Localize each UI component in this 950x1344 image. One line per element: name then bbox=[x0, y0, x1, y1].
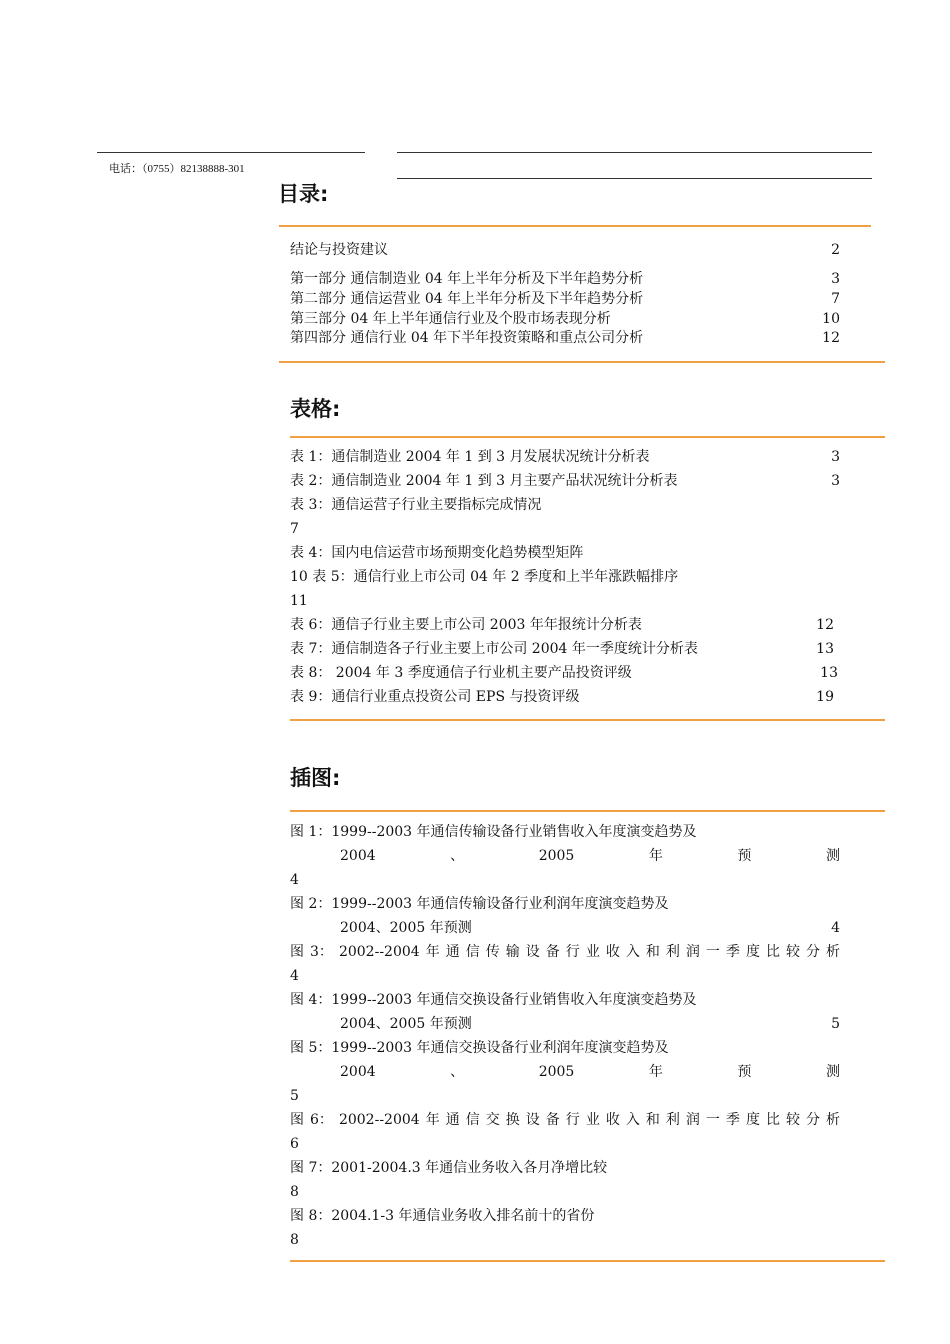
tables-title: 表格: bbox=[290, 397, 341, 421]
figure-page: 5 bbox=[831, 1016, 840, 1032]
word: 比 bbox=[765, 1112, 780, 1128]
word: 6： bbox=[310, 1112, 333, 1128]
figures-rule-top bbox=[290, 810, 885, 812]
table-item-5[interactable]: 10 表 5：通信行业上市公司 04 年 2 季度和上半年涨跌幅排序 bbox=[290, 569, 679, 585]
word: 分 bbox=[805, 1112, 820, 1128]
toc-item-part3[interactable]: 第三部分 04 年上半年通信行业及个股市场表现分析 bbox=[290, 311, 611, 327]
figure-item-6-page: 6 bbox=[290, 1136, 299, 1152]
word: 季 bbox=[725, 944, 740, 960]
header-rule-left bbox=[97, 152, 365, 153]
tables-rule-bottom bbox=[290, 719, 885, 721]
word: 润 bbox=[685, 944, 700, 960]
table-item-9[interactable]: 表 9：通信行业重点投资公司 EPS 与投资评级 bbox=[290, 689, 580, 705]
word: 2002--2004 bbox=[338, 1112, 420, 1128]
word: 设 bbox=[525, 1112, 540, 1128]
phone-number: 电话：（0755）82138888-301 bbox=[109, 163, 245, 175]
word: 业 bbox=[585, 944, 600, 960]
table-item-7[interactable]: 表 7：通信制造各子行业主要上市公司 2004 年一季度统计分析表 bbox=[290, 641, 698, 657]
table-item-1[interactable]: 表 1：通信制造业 2004 年 1 到 3 月发展状况统计分析表 bbox=[290, 449, 650, 465]
word: 预 bbox=[737, 1064, 752, 1080]
word: 图 bbox=[290, 944, 304, 960]
figure-item-1-line2 bbox=[340, 847, 840, 865]
table-page: 19 bbox=[816, 689, 834, 705]
table-page: 3 bbox=[831, 449, 840, 465]
table-page: 13 bbox=[816, 641, 834, 657]
table-item-6[interactable]: 表 6：通信子行业主要上市公司 2003 年年报统计分析表 bbox=[290, 617, 642, 633]
word: 润 bbox=[685, 1112, 700, 1128]
word: 利 bbox=[665, 944, 680, 960]
figure-item-4[interactable]: 图 4：1999--2003 年通信交换设备行业销售收入年度演变趋势及 bbox=[290, 992, 697, 1008]
word: 测 bbox=[825, 1064, 840, 1080]
table-item-3-page: 7 bbox=[290, 521, 299, 537]
word: 行 bbox=[565, 944, 580, 960]
table-page: 13 bbox=[820, 665, 838, 681]
toc-rule-bottom bbox=[279, 361, 885, 363]
figures-title: 插图: bbox=[290, 766, 341, 790]
figure-item-6[interactable] bbox=[290, 1111, 840, 1129]
word: 3： bbox=[310, 944, 333, 960]
word: 2005 bbox=[538, 1064, 575, 1080]
word: 预 bbox=[737, 848, 752, 864]
word: 传 bbox=[485, 944, 500, 960]
table-item-8[interactable]: 表 8： 2004 年 3 季度通信子行业机主要产品投资评级 bbox=[290, 665, 632, 681]
word: 信 bbox=[465, 944, 480, 960]
word: 收 bbox=[605, 944, 620, 960]
toc-rule-top bbox=[279, 225, 871, 227]
tables-rule-top bbox=[290, 436, 885, 438]
word: 2005 bbox=[538, 848, 575, 864]
toc-title: 目录: bbox=[278, 182, 329, 206]
word: 通 bbox=[445, 944, 460, 960]
word: 年 bbox=[648, 848, 663, 864]
word: 业 bbox=[585, 1112, 600, 1128]
word: 入 bbox=[625, 1112, 640, 1128]
word: 度 bbox=[745, 944, 760, 960]
figure-item-7[interactable]: 图 7：2001-2004.3 年通信业务收入各月净增比较 bbox=[290, 1160, 608, 1176]
toc-item-conclusion[interactable]: 结论与投资建议 bbox=[290, 242, 388, 258]
word: 比 bbox=[765, 944, 780, 960]
word: 备 bbox=[545, 944, 560, 960]
figure-item-1[interactable]: 图 1：1999--2003 年通信传输设备行业销售收入年度演变趋势及 bbox=[290, 824, 697, 840]
word: 收 bbox=[605, 1112, 620, 1128]
word: 图 bbox=[290, 1112, 304, 1128]
figure-item-8-page: 8 bbox=[290, 1232, 299, 1248]
word: 利 bbox=[665, 1112, 680, 1128]
word: 行 bbox=[565, 1112, 580, 1128]
figure-item-1-page: 4 bbox=[290, 872, 299, 888]
figure-item-3[interactable] bbox=[290, 943, 840, 961]
word: 和 bbox=[645, 1112, 660, 1128]
word: 一 bbox=[705, 1112, 720, 1128]
word: 换 bbox=[505, 1112, 520, 1128]
figure-item-5-line2 bbox=[340, 1063, 840, 1081]
figure-item-7-page: 8 bbox=[290, 1184, 299, 1200]
word: 季 bbox=[725, 1112, 740, 1128]
table-item-4[interactable]: 表 4：国内电信运营市场预期变化趋势模型矩阵 bbox=[290, 545, 584, 561]
word: 输 bbox=[505, 944, 520, 960]
figure-item-5-page: 5 bbox=[290, 1088, 299, 1104]
figures-rule-bottom bbox=[290, 1260, 885, 1262]
word: 2004 bbox=[340, 848, 376, 864]
word: 年 bbox=[425, 1112, 440, 1128]
table-page: 3 bbox=[831, 473, 840, 489]
header-rule-right-bottom bbox=[397, 178, 872, 179]
word: 析 bbox=[826, 944, 840, 960]
table-item-3[interactable]: 表 3：通信运营子行业主要指标完成情况 bbox=[290, 497, 542, 513]
word: 设 bbox=[525, 944, 540, 960]
word: 交 bbox=[485, 1112, 500, 1128]
word: 年 bbox=[425, 944, 440, 960]
figure-item-5[interactable]: 图 5：1999--2003 年通信交换设备行业利润年度演变趋势及 bbox=[290, 1040, 669, 1056]
word: 入 bbox=[625, 944, 640, 960]
toc-page: 7 bbox=[831, 291, 840, 307]
table-page: 12 bbox=[816, 617, 834, 633]
table-item-2[interactable]: 表 2：通信制造业 2004 年 1 到 3 月主要产品状况统计分析表 bbox=[290, 473, 678, 489]
word: 、 bbox=[450, 848, 465, 864]
word: 通 bbox=[445, 1112, 460, 1128]
toc-page: 3 bbox=[831, 271, 840, 287]
toc-item-part2[interactable]: 第二部分 通信运营业 04 年上半年分析及下半年趋势分析 bbox=[290, 291, 644, 307]
word: 分 bbox=[805, 944, 820, 960]
figure-page: 4 bbox=[831, 920, 840, 936]
word: 析 bbox=[826, 1112, 840, 1128]
toc-item-part1[interactable]: 第一部分 通信制造业 04 年上半年分析及下半年趋势分析 bbox=[290, 271, 644, 287]
figure-item-8[interactable]: 图 8：2004.1-3 年通信业务收入排名前十的省份 bbox=[290, 1208, 595, 1224]
word: 备 bbox=[545, 1112, 560, 1128]
toc-item-part4[interactable]: 第四部分 通信行业 04 年下半年投资策略和重点公司分析 bbox=[290, 330, 644, 346]
figure-item-2-line2: 2004、2005 年预测 bbox=[340, 920, 472, 936]
word: 较 bbox=[785, 1112, 800, 1128]
word: 年 bbox=[648, 1064, 663, 1080]
word: 2002--2004 bbox=[338, 944, 420, 960]
figure-item-3-page: 4 bbox=[290, 968, 299, 984]
toc-page: 10 bbox=[822, 311, 840, 327]
word: 、 bbox=[450, 1064, 465, 1080]
header-rule-right-top bbox=[397, 152, 872, 153]
word: 测 bbox=[825, 848, 840, 864]
word: 信 bbox=[465, 1112, 480, 1128]
toc-page: 12 bbox=[822, 330, 840, 346]
toc-page: 2 bbox=[831, 242, 840, 258]
word: 和 bbox=[645, 944, 660, 960]
word: 较 bbox=[785, 944, 800, 960]
word: 度 bbox=[745, 1112, 760, 1128]
word: 2004 bbox=[340, 1064, 376, 1080]
figure-item-4-line2: 2004、2005 年预测 bbox=[340, 1016, 472, 1032]
word: 一 bbox=[705, 944, 720, 960]
figure-item-2[interactable]: 图 2：1999--2003 年通信传输设备行业利润年度演变趋势及 bbox=[290, 896, 669, 912]
table-item-5-page: 11 bbox=[290, 593, 308, 609]
